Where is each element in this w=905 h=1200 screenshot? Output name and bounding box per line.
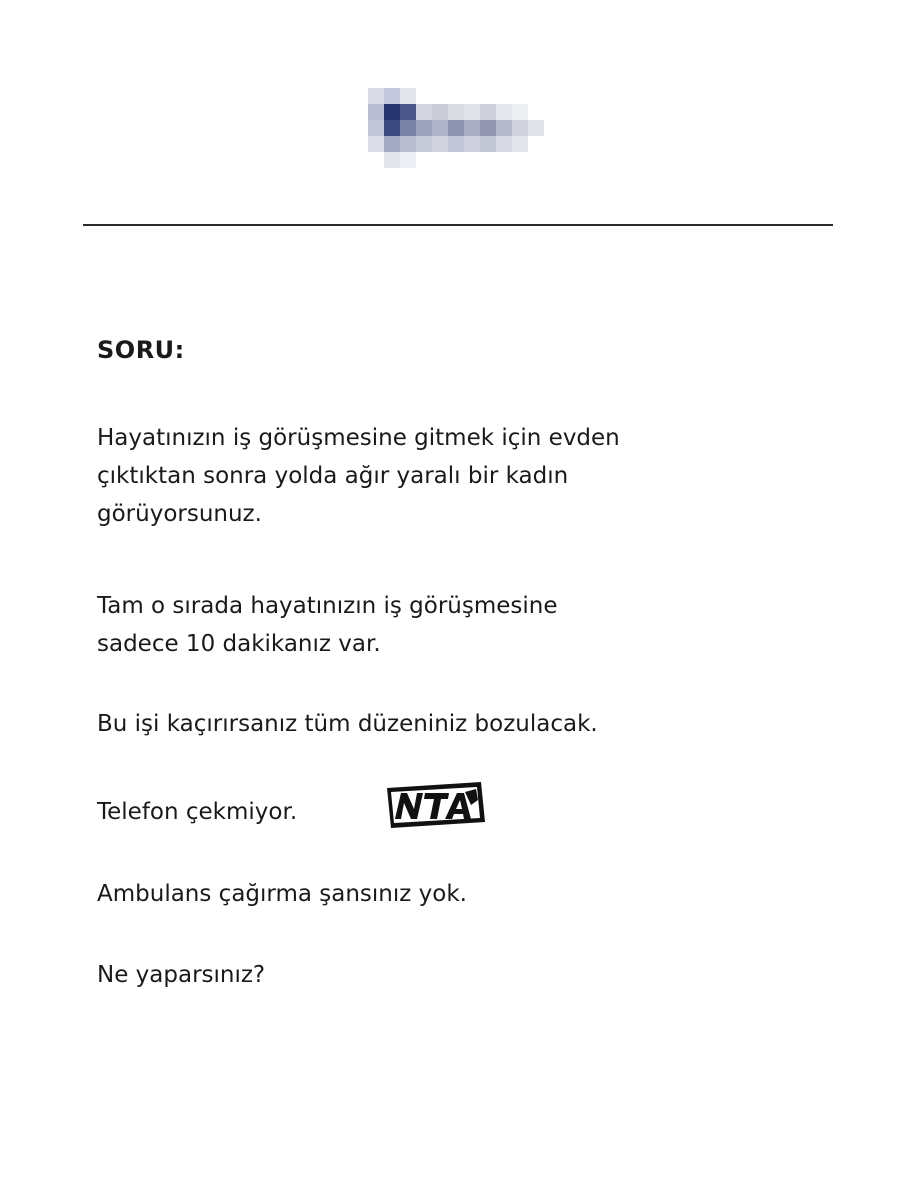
paragraph-consequence: Bu işi kaçırırsanız tüm düzeniniz bozulacak. [97,711,598,737]
paragraph-situation: Hayatınızın iş görüşmesine gitmek için evden çıktıktan sonra yolda ağır yaralı bir kadın görüyorsunuz. [97,425,620,527]
paragraph-ambulance: Ambulans çağırma şansınız yok. [97,881,467,907]
logo-pixel [400,104,416,120]
logo-pixel [448,136,464,152]
logo-pixel [384,152,400,168]
logo-pixel [416,136,432,152]
logo-pixel [384,136,400,152]
logo-pixel [448,104,464,120]
logo-pixel [384,88,400,104]
logo-pixel [384,120,400,136]
blurred-logo [368,88,560,168]
logo-pixel [512,120,528,136]
logo-pixel [448,120,464,136]
logo-pixel [432,104,448,120]
logo-pixel [464,136,480,152]
logo-pixel [400,120,416,136]
logo-pixel [368,88,384,104]
logo-pixel [480,104,496,120]
logo-pixel [368,136,384,152]
logo-pixel [480,120,496,136]
logo-pixel [432,136,448,152]
logo-pixel [464,104,480,120]
logo-pixel [400,88,416,104]
logo-pixel [512,104,528,120]
logo-pixel [368,104,384,120]
logo-pixel [496,104,512,120]
logo-pixel [496,120,512,136]
question-heading: SORU: [97,336,185,364]
paragraph-time: Tam o sırada hayatınızın iş görüşmesine sadece 10 dakikanız var. [97,593,558,657]
logo-pixel [384,104,400,120]
logo-pixel [480,136,496,152]
paragraph-phone: Telefon çekmiyor. [97,799,298,825]
logo-pixel [496,136,512,152]
paragraph-question: Ne yaparsınız? [97,962,266,988]
logo-pixel [432,120,448,136]
logo-pixel [416,120,432,136]
logo-pixel [464,120,480,136]
header-divider [83,224,833,226]
logo-pixel [400,152,416,168]
logo-pixel [416,104,432,120]
logo-pixel [528,120,544,136]
logo-pixel [368,120,384,136]
nta-watermark-logo [381,778,489,832]
logo-pixel [512,136,528,152]
logo-pixel [400,136,416,152]
